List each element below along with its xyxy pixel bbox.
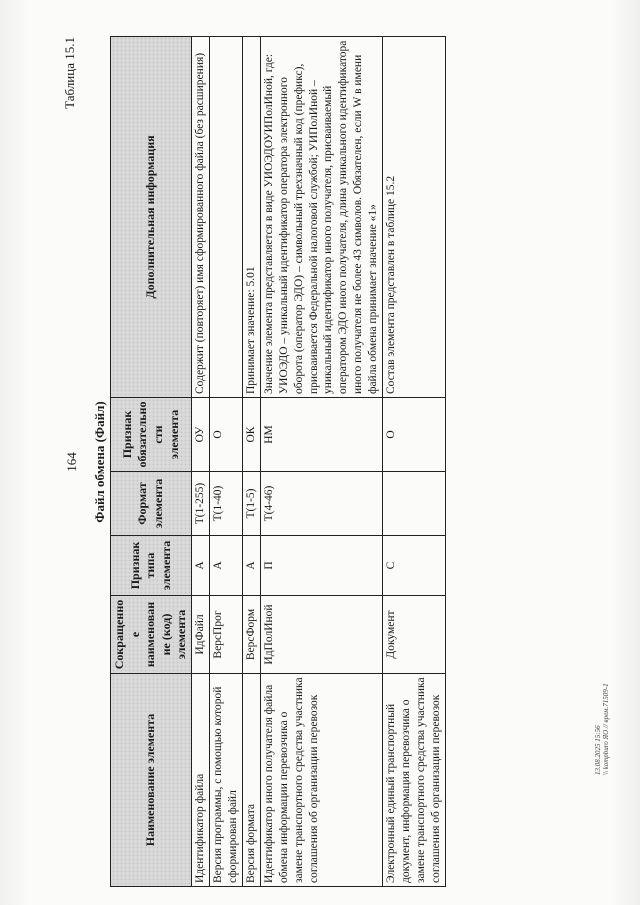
header-format: Формат элемента	[111, 472, 192, 536]
table-row	[383, 37, 446, 887]
rotated-content	[44, 37, 624, 887]
cell-name: Версия формата	[242, 674, 260, 887]
table-row	[209, 37, 242, 887]
table-row	[191, 37, 209, 887]
cell-name: Версия программы, с помощью которой сформирован файл	[209, 674, 242, 887]
cell-code: Документ	[383, 596, 446, 674]
cell-format: T(1-5)	[242, 472, 260, 536]
cell-required: ОУ	[191, 398, 209, 472]
cell-required: О	[209, 398, 242, 472]
table-row	[242, 37, 260, 887]
footer-timestamp: 13.08.2025 15:56	[594, 725, 602, 775]
cell-format: T(1-40)	[209, 472, 242, 536]
cell-required: О	[383, 398, 446, 472]
page-number: 164	[64, 452, 79, 472]
cell-code: ВерсПрог	[209, 596, 242, 674]
cell-name: Электронный единый транспортный документ, информация перевозчика о замене транспортного средства участника соглашения об организации перевозок	[383, 674, 446, 887]
cell-name: Идентификатор файла	[191, 674, 209, 887]
table-reference: Таблица 15.1	[62, 37, 77, 109]
cell-name: Идентификатор иного получателя файла обмена информации перевозчика о замене транспортного средства участника соглашения об организации перевозок	[260, 674, 383, 887]
table-header-row	[111, 37, 192, 887]
header-required: Признак обязательности элемента	[111, 398, 192, 472]
header-type: Признак типа элемента	[111, 536, 192, 596]
cell-code: ИдФайл	[191, 596, 209, 674]
cell-info	[209, 37, 242, 398]
cell-format: T(1-255)	[191, 472, 209, 536]
table-row	[260, 37, 383, 887]
footer-path: \\ kompburo ЯО // врем.71509-1	[602, 683, 611, 775]
print-footer	[594, 585, 611, 775]
header-info: Дополнительная информация	[111, 37, 192, 398]
elements-table	[110, 36, 446, 887]
table-caption: Файл обмена (Файл)	[92, 401, 107, 523]
cell-format: T(4-46)	[260, 472, 383, 536]
cell-info: Содержит (повторяет) имя сформированного файла (без расширения)	[191, 37, 209, 398]
cell-info: Значение элемента представляется в виде УИОЭДОУИПолИной, где: УИОЭДО – уникальный идентификатор оператора электронного оборота (оператор ЭДО) – символьный трехзначный код (префикс), присваивается Федеральной налоговой службой; УИПолИной – уникальный идентификатор иного получателя, присваиваемый оператором ЭДО иного получателя, длина уникального идентификатора иного получателя не более 43 символов. Обязателен, если W в имени файла обмена принимает значение «1»	[260, 37, 383, 398]
cell-type: П	[260, 536, 383, 596]
header-name: Наименование элемента	[111, 674, 192, 887]
header-code: Сокращенное наименование (код) элемента	[111, 596, 192, 674]
cell-type: А	[191, 536, 209, 596]
cell-info: Состав элемента представлен в таблице 15.2	[383, 37, 446, 398]
cell-type: С	[383, 536, 446, 596]
cell-required: ОК	[242, 398, 260, 472]
cell-code: ВерсФорм	[242, 596, 260, 674]
cell-info: Принимает значение: 5.01	[242, 37, 260, 398]
cell-type: А	[209, 536, 242, 596]
cell-required: НМ	[260, 398, 383, 472]
cell-format	[383, 472, 446, 536]
cell-type: А	[242, 536, 260, 596]
cell-code: ИдПолИной	[260, 596, 383, 674]
